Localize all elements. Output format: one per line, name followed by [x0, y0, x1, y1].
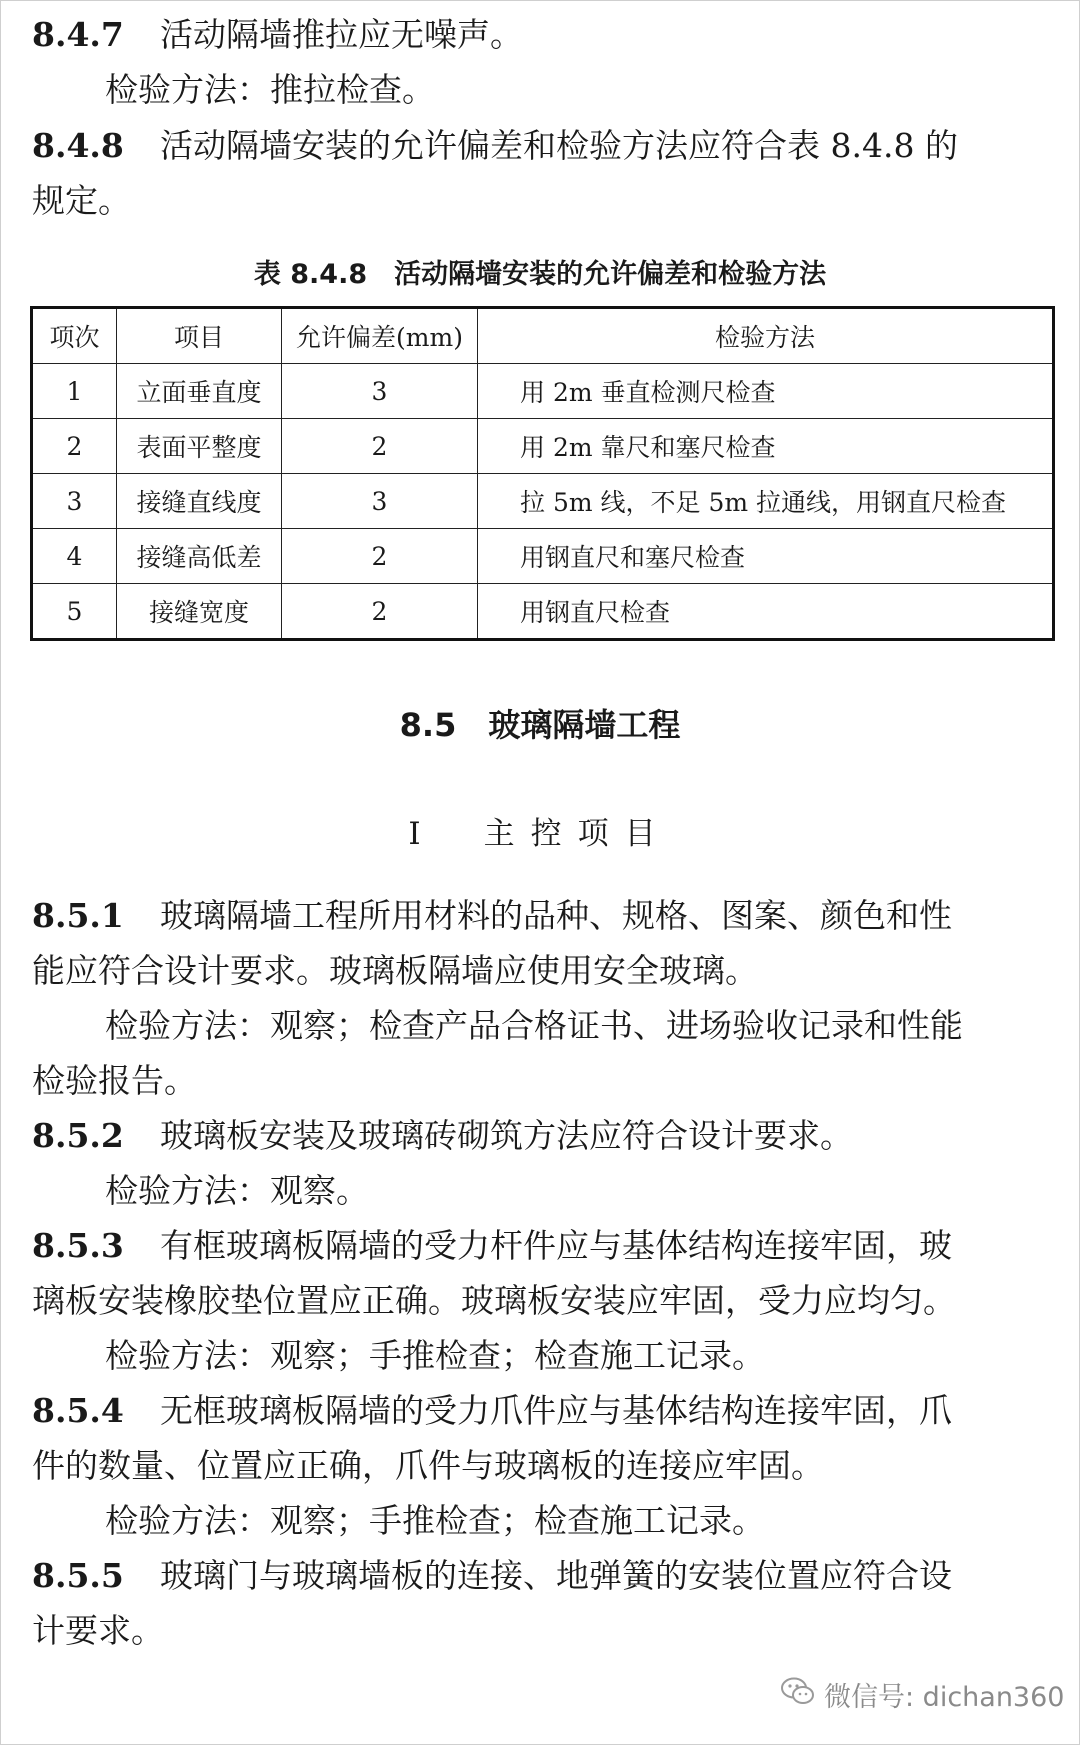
clause-8-5-1-check-cont: 检验报告。: [32, 1061, 197, 1100]
cell-item: 立面垂直度: [117, 364, 282, 419]
section-subtitle: Ⅰ 主控项目: [408, 816, 672, 852]
header-index: 项次: [32, 308, 117, 364]
cell-tolerance: 3: [282, 364, 478, 419]
table-row: [32, 474, 1054, 529]
cell-item: 接缝宽度: [117, 584, 282, 640]
clause-8-5-5-cont: 计要求。: [32, 1611, 164, 1650]
cell-method: 用 2m 垂直检测尺检查: [478, 364, 1054, 419]
cell-index: 3: [32, 474, 117, 529]
cell-item: 表面平整度: [117, 419, 282, 474]
watermark: [780, 1675, 1064, 1714]
clause-8-4-8-cont: 规定。: [32, 181, 131, 220]
cell-index: 2: [32, 419, 117, 474]
cell-index: 4: [32, 529, 117, 584]
cell-index: 1: [32, 364, 117, 419]
cell-method: 拉 5m 线，不足 5m 拉通线，用钢直尺检查: [478, 474, 1054, 529]
clause-8-5-4-cont: 件的数量、位置应正确，爪件与玻璃板的连接应牢固。: [32, 1446, 824, 1485]
clause-8-5-3: 8.5.3 有框玻璃板隔墙的受力杆件应与基体结构连接牢固，玻: [32, 1226, 952, 1265]
clause-8-5-2: 8.5.2 玻璃板安装及玻璃砖砌筑方法应符合设计要求。: [32, 1116, 853, 1155]
clause-8-5-2-check: 检验方法：观察。: [105, 1171, 369, 1210]
header-method: 检验方法: [478, 308, 1054, 364]
clause-8-4-8: 8.4.8 活动隔墙安装的允许偏差和检验方法应符合表 8.4.8 的: [32, 126, 958, 165]
table-row: [32, 419, 1054, 474]
cell-tolerance: 2: [282, 419, 478, 474]
clause-8-5-3-cont: 璃板安装橡胶垫位置应正确。玻璃板安装应牢固，受力应均匀。: [32, 1281, 956, 1320]
cell-method: 用钢直尺检查: [478, 584, 1054, 640]
clause-8-5-1-cont: 能应符合设计要求。玻璃板隔墙应使用安全玻璃。: [32, 951, 758, 990]
clause-8-5-4: 8.5.4 无框玻璃板隔墙的受力爪件应与基体结构连接牢固，爪: [32, 1391, 952, 1430]
section-title: 8.5 玻璃隔墙工程: [399, 706, 681, 744]
table-row: [32, 364, 1054, 419]
cell-item: 接缝直线度: [117, 474, 282, 529]
table-row: [32, 584, 1054, 640]
cell-method: 用 2m 靠尺和塞尺检查: [478, 419, 1054, 474]
cell-method: 用钢直尺和塞尺检查: [478, 529, 1054, 584]
header-item: 项目: [117, 308, 282, 364]
table-caption: 表 8.4.8 活动隔墙安装的允许偏差和检验方法: [253, 259, 827, 290]
clause-8-5-5: 8.5.5 玻璃门与玻璃墙板的连接、地弹簧的安装位置应符合设: [32, 1556, 952, 1595]
table-row: [32, 529, 1054, 584]
cell-tolerance: 2: [282, 529, 478, 584]
wechat-icon: [780, 1676, 816, 1713]
header-tolerance: 允许偏差(mm): [282, 308, 478, 364]
watermark-text: 微信号: dichan360: [824, 1682, 1065, 1713]
clause-8-5-4-check: 检验方法：观察；手推检查；检查施工记录。: [105, 1501, 765, 1540]
table-header-row: [32, 308, 1054, 364]
cell-tolerance: 3: [282, 474, 478, 529]
clause-8-4-7: 8.4.7 活动隔墙推拉应无噪声。: [32, 15, 523, 54]
cell-tolerance: 2: [282, 584, 478, 640]
clause-8-5-1-check: 检验方法：观察；检查产品合格证书、进场验收记录和性能: [105, 1006, 963, 1045]
cell-item: 接缝高低差: [117, 529, 282, 584]
cell-index: 5: [32, 584, 117, 640]
clause-8-5-3-check: 检验方法：观察；手推检查；检查施工记录。: [105, 1336, 765, 1375]
clause-8-4-7-check: 检验方法：推拉检查。: [105, 70, 435, 109]
tolerance-table: [30, 306, 1055, 641]
clause-8-5-1: 8.5.1 玻璃隔墙工程所用材料的品种、规格、图案、颜色和性: [32, 896, 952, 935]
